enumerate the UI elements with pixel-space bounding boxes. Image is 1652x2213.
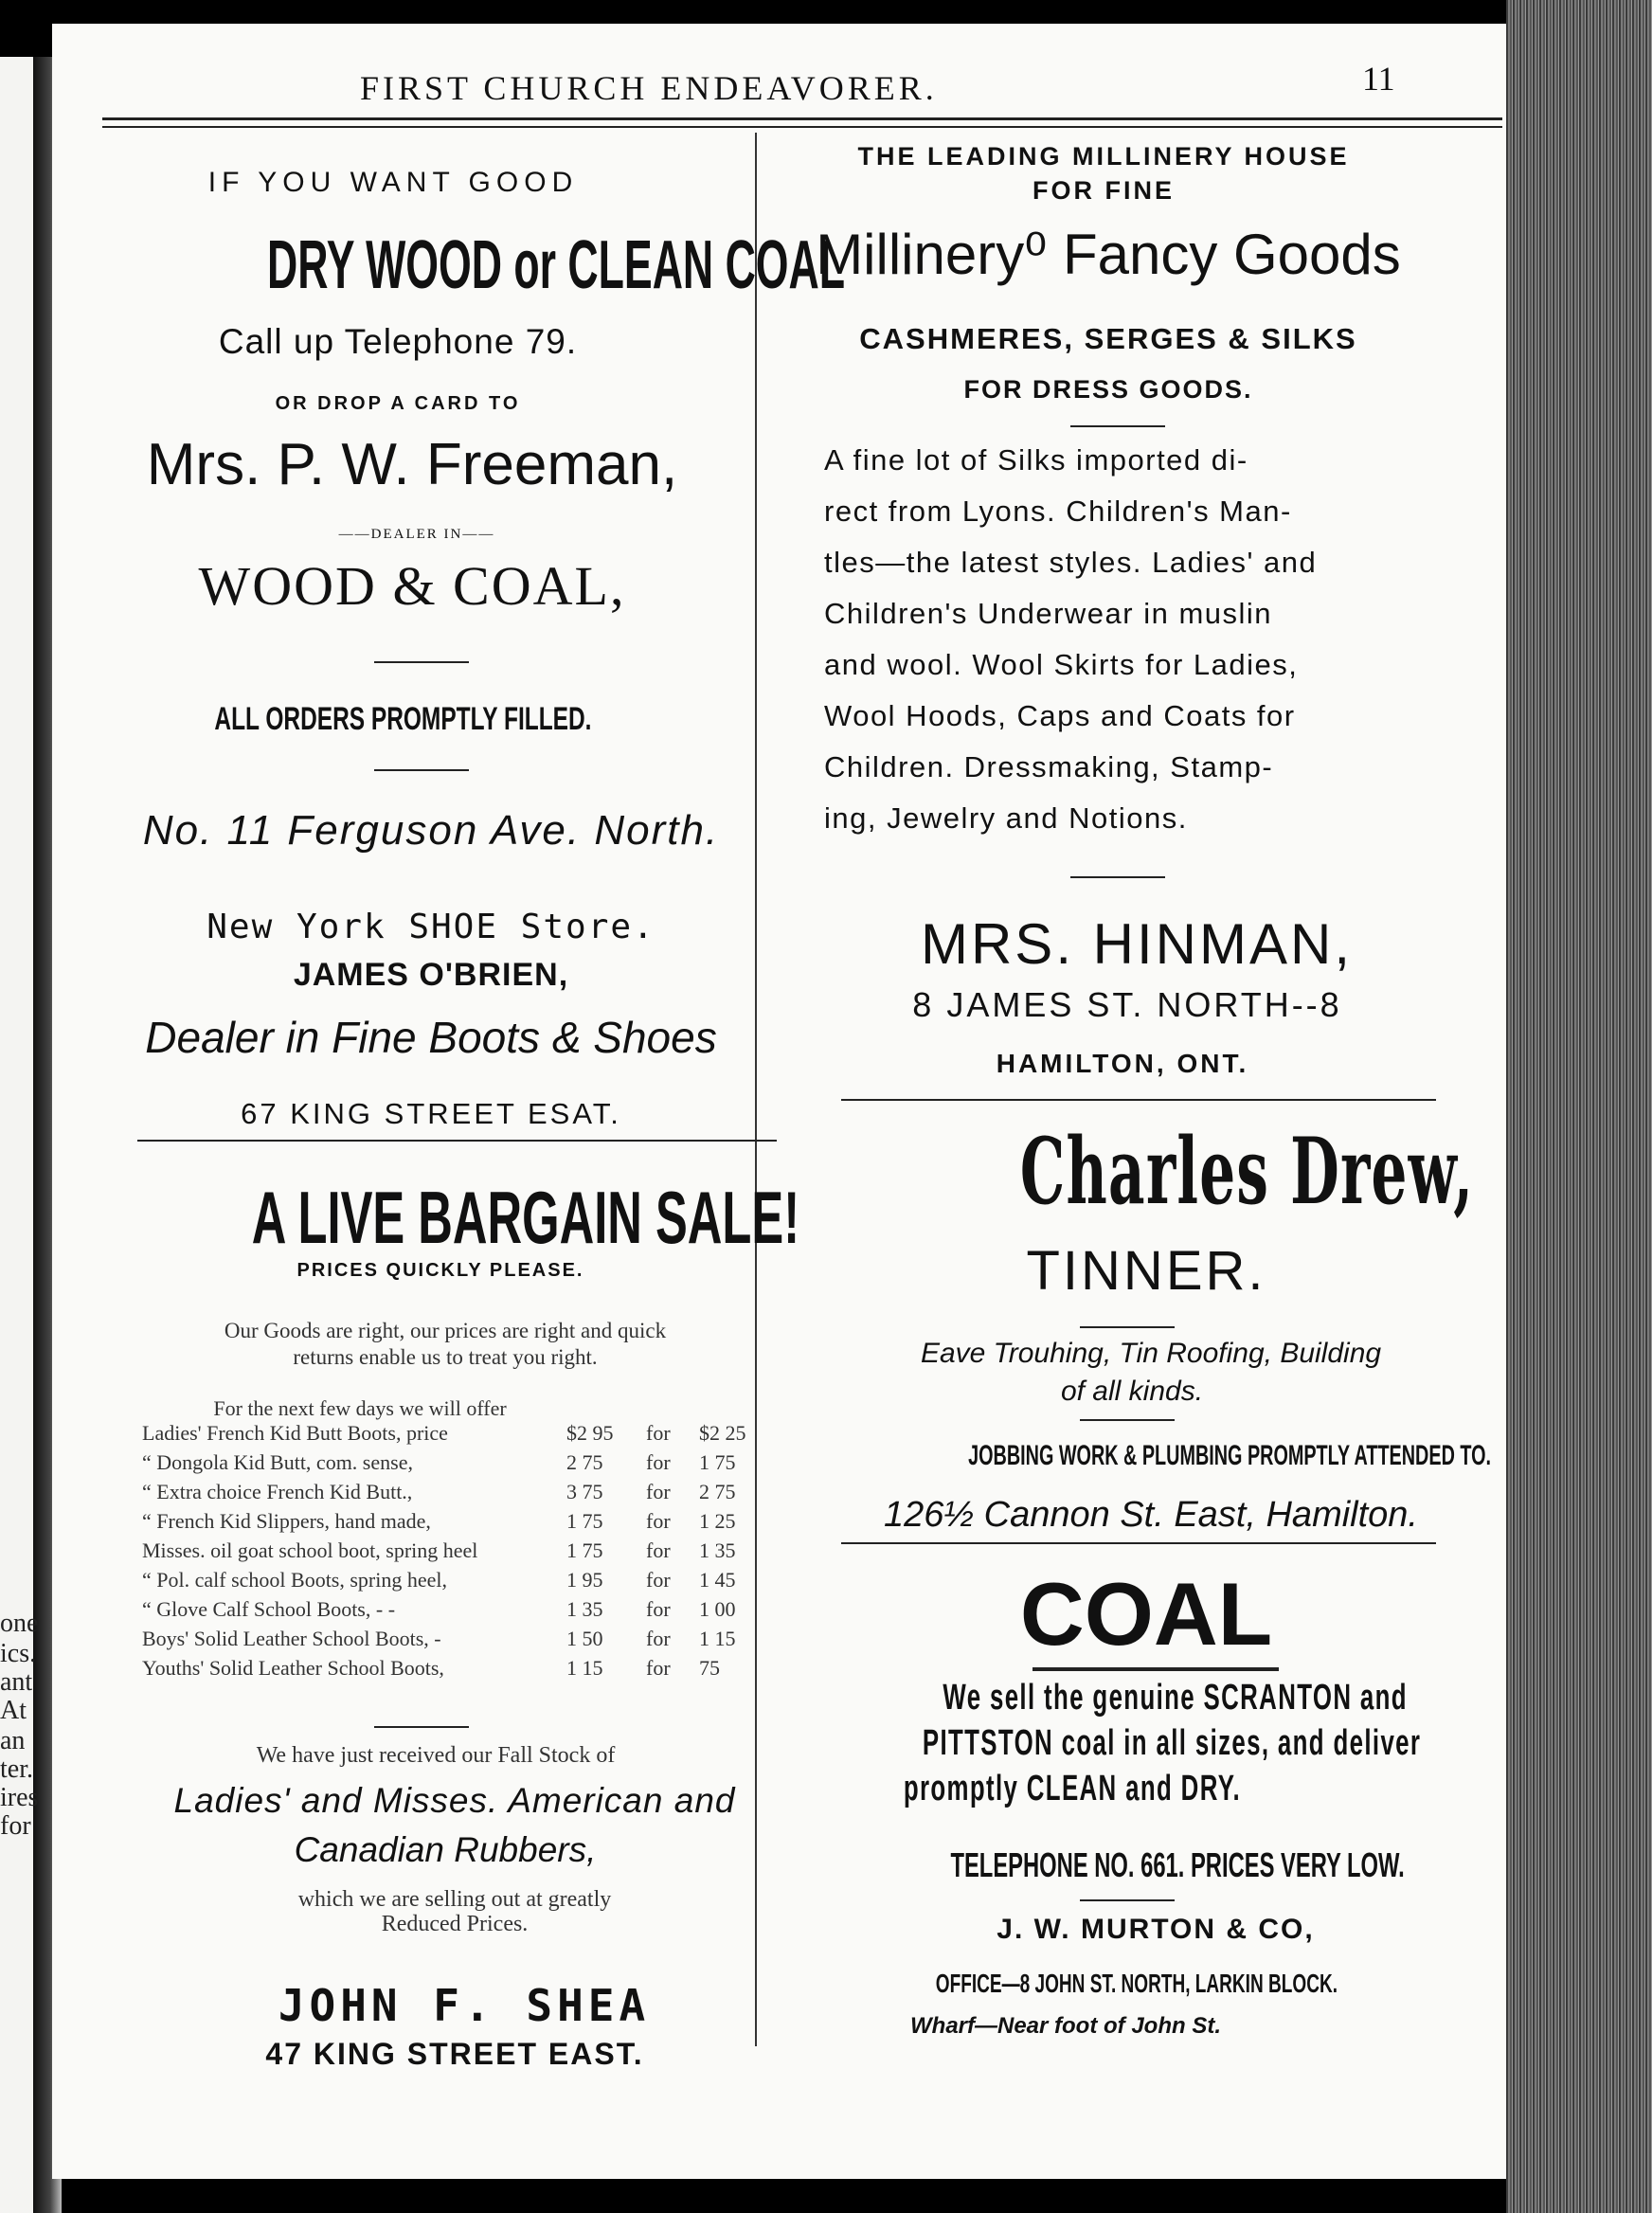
regular-price: 2 75 <box>566 1450 603 1474</box>
ad-intro: IF YOU WANT GOOD <box>207 167 579 198</box>
coal-phone-text: TELEPHONE NO. 661. PRICES VERY LOW. <box>950 1845 1405 1884</box>
freeman-address: No. 11 Ferguson Ave. North. <box>142 807 720 854</box>
coal-body-3-text: promptly CLEAN and DRY. <box>903 1769 1242 1808</box>
millinery-body-line: Wool Hoods, Caps and Coats for <box>824 699 1296 732</box>
millinery-headline: Millinery⁰ Fancy Goods <box>816 223 1401 286</box>
bargain-intro-1: Our Goods are right, our prices are right and quick <box>224 1319 667 1342</box>
tinner-address: 126½ Cannon St. East, Hamilton. <box>884 1495 1418 1535</box>
shoe-store-name: New York SHOE Store. <box>206 908 655 946</box>
coal-office <box>834 1969 1440 2000</box>
tinner-name <box>881 1118 1475 1225</box>
sale-price: 75 <box>699 1656 720 1680</box>
item-description: “ Glove Calf School Boots, - - <box>142 1597 396 1621</box>
for-label: for <box>646 1421 671 1445</box>
divider <box>1070 425 1165 427</box>
sale-price: 1 00 <box>699 1597 736 1621</box>
item-description: “ Dongola Kid Butt, com. sense, <box>142 1450 413 1474</box>
drop-card-line: OR DROP A CARD TO <box>275 393 521 414</box>
for-label: for <box>646 1597 671 1621</box>
sale-price: 1 35 <box>699 1538 736 1562</box>
price-row <box>142 1597 758 1626</box>
previous-page-text-fragment: ics. <box>0 1639 37 1668</box>
divider <box>1080 1419 1175 1421</box>
page-number: 11 <box>1362 60 1395 98</box>
millinery-body-line: A fine lot of Silks imported di- <box>824 443 1248 477</box>
for-label: for <box>646 1480 671 1503</box>
regular-price: 1 75 <box>566 1509 603 1533</box>
bargain-headline-text: A LIVE BARGAIN SALE! <box>251 1176 800 1259</box>
coal-underline <box>1032 1667 1279 1671</box>
sale-price: 1 45 <box>699 1568 736 1592</box>
column-divider <box>755 133 757 2046</box>
coal-body-2-text: PITTSTON coal in all sizes, and deliver <box>922 1723 1422 1763</box>
dealer-in-label: ——DEALER IN—— <box>338 527 495 542</box>
coal-phone <box>834 1845 1459 1885</box>
previous-page-text-fragment: At <box>0 1696 27 1725</box>
merchant-name: JOHN F. SHEA <box>278 1980 651 2031</box>
for-label: for <box>646 1450 671 1474</box>
section-rule <box>841 1542 1436 1544</box>
selling-line-2: Reduced Prices. <box>381 1912 529 1936</box>
hinman-name: MRS. HINMAN, <box>921 912 1353 976</box>
item-description: Youths' Solid Leather School Boots, <box>142 1656 444 1680</box>
tinner-jobbing <box>834 1440 1492 1472</box>
stock-note: We have just received our Fall Stock of <box>256 1743 616 1768</box>
coal-body-1 <box>834 1677 1478 1718</box>
item-description: Misses. oil goat school boot, spring heel <box>142 1538 478 1562</box>
hinman-street: 8 JAMES ST. NORTH--8 <box>912 985 1342 1024</box>
previous-page-text-fragment: for <box>0 1811 31 1841</box>
wood-coal-line: WOOD & COAL, <box>198 555 626 617</box>
offer-intro: For the next few days we will offer <box>213 1396 507 1420</box>
sale-price: 1 15 <box>699 1627 736 1650</box>
millinery-body-line: and wool. Wool Skirts for Ladies, <box>824 648 1299 681</box>
previous-page-text-fragment: an <box>0 1726 26 1755</box>
section-rule <box>137 1140 777 1142</box>
divider <box>1080 1899 1175 1901</box>
header-rule <box>102 117 1502 120</box>
page-edges <box>1506 0 1652 2213</box>
tinner-name-text: Charles Drew, <box>1019 1118 1475 1225</box>
bargain-headline <box>104 1175 800 1261</box>
regular-price: 1 15 <box>566 1656 603 1680</box>
millinery-line-1: THE LEADING MILLINERY HOUSE <box>857 142 1350 171</box>
tinner-services-1: Eave Trouhing, Tin Roofing, Building <box>920 1338 1382 1369</box>
rubbers-line-2: Canadian Rubbers, <box>294 1830 597 1869</box>
bargain-subhead: PRICES QUICKLY PLEASE. <box>296 1260 584 1281</box>
telephone-line: Call up Telephone 79. <box>218 322 578 361</box>
coal-body-1-text: We sell the genuine SCRANTON and <box>943 1678 1408 1718</box>
freeman-name: Mrs. P. W. Freeman, <box>146 432 678 497</box>
selling-line-1: which we are selling out at greatly <box>297 1887 612 1912</box>
item-description: “ Pol. calf school Boots, spring heel, <box>142 1568 448 1592</box>
for-label: for <box>646 1538 671 1562</box>
price-row <box>142 1627 758 1655</box>
previous-page-text-fragment: one <box>0 1609 39 1638</box>
coal-body-3 <box>824 1768 1298 1809</box>
orders-text: ALL ORDERS PROMPTLY FILLED. <box>213 701 592 737</box>
item-description: Boys' Solid Leather School Boots, - <box>142 1627 441 1650</box>
price-row <box>142 1538 758 1567</box>
coal-body-2 <box>805 1722 1506 1764</box>
regular-price: 1 35 <box>566 1597 603 1621</box>
bargain-intro-2: returns enable us to treat you right. <box>293 1345 598 1369</box>
dry-wood-headline: DRY WOOD or CLEAN COAL <box>266 227 846 303</box>
price-row <box>142 1421 758 1449</box>
item-description: “ French Kid Slippers, hand made, <box>142 1509 431 1533</box>
millinery-body-line: Children. Dressmaking, Stamp- <box>824 750 1274 783</box>
divider <box>374 661 469 663</box>
price-row <box>142 1450 758 1479</box>
millinery-line-2: FOR FINE <box>1032 176 1175 205</box>
sale-price: 1 75 <box>699 1450 736 1474</box>
previous-page-text <box>0 0 38 2213</box>
section-rule <box>841 1099 1436 1101</box>
millinery-dress: FOR DRESS GOODS. <box>963 375 1253 404</box>
coal-wharf: Wharf—Near foot of John St. <box>910 2013 1221 2039</box>
divider <box>374 1726 469 1728</box>
coal-headline: COAL <box>1019 1564 1273 1664</box>
hinman-city: HAMILTON, ONT. <box>996 1049 1249 1078</box>
millinery-body-line: Children's Underwear in muslin <box>824 597 1273 630</box>
regular-price: $2 95 <box>566 1421 614 1445</box>
millinery-fabrics: CASHMERES, SERGES & SILKS <box>859 322 1357 355</box>
ad-headline <box>90 227 846 303</box>
rubbers-line-1: Ladies' and Misses. American and <box>173 1781 736 1820</box>
previous-page-text-fragment: ter. <box>0 1754 33 1784</box>
shoe-store-tagline: Dealer in Fine Boots & Shoes <box>145 1013 717 1062</box>
divider <box>1070 876 1165 878</box>
divider <box>374 769 469 771</box>
item-description: Ladies' French Kid Butt Boots, price <box>142 1421 448 1445</box>
shoe-store-address: 67 KING STREET ESAT. <box>241 1097 621 1130</box>
price-row <box>142 1656 758 1684</box>
price-row <box>142 1480 758 1508</box>
regular-price: 1 50 <box>566 1627 603 1650</box>
header-rule-thin <box>102 126 1502 128</box>
previous-page-text-fragment: ires <box>0 1783 39 1812</box>
regular-price: 1 75 <box>566 1538 603 1562</box>
sale-price: $2 25 <box>699 1421 746 1445</box>
coal-company: J. W. MURTON & CO, <box>997 1914 1315 1945</box>
shoe-store-owner: JAMES O'BRIEN, <box>293 957 569 993</box>
item-description: “ Extra choice French Kid Butt., <box>142 1480 413 1503</box>
for-label: for <box>646 1627 671 1650</box>
orders-line <box>137 701 668 738</box>
price-row <box>142 1509 758 1538</box>
merchant-address: 47 KING STREET EAST. <box>265 2037 644 2071</box>
running-header: FIRST CHURCH ENDEAVORER. <box>360 69 938 107</box>
regular-price: 3 75 <box>566 1480 603 1503</box>
tinner-trade: TINNER. <box>1026 1240 1266 1302</box>
for-label: for <box>646 1656 671 1680</box>
sale-price: 1 25 <box>699 1509 736 1533</box>
millinery-body-line: tles—the latest styles. Ladies' and <box>824 546 1318 579</box>
sale-price: 2 75 <box>699 1480 736 1503</box>
for-label: for <box>646 1509 671 1533</box>
tinner-jobbing-text: JOBBING WORK & PLUMBING PROMPTLY ATTENDED TO. <box>968 1440 1492 1471</box>
millinery-body-line: ing, Jewelry and Notions. <box>824 801 1188 835</box>
tinner-services-2: of all kinds. <box>1060 1376 1204 1407</box>
coal-office-text: OFFICE—8 JOHN ST. NORTH, LARKIN BLOCK. <box>935 1969 1338 1998</box>
millinery-body-line: rect from Lyons. Children's Man- <box>824 495 1292 528</box>
divider <box>1080 1326 1175 1328</box>
regular-price: 1 95 <box>566 1568 603 1592</box>
for-label: for <box>646 1568 671 1592</box>
previous-page-text-fragment: ant <box>0 1667 33 1697</box>
price-row <box>142 1568 758 1596</box>
